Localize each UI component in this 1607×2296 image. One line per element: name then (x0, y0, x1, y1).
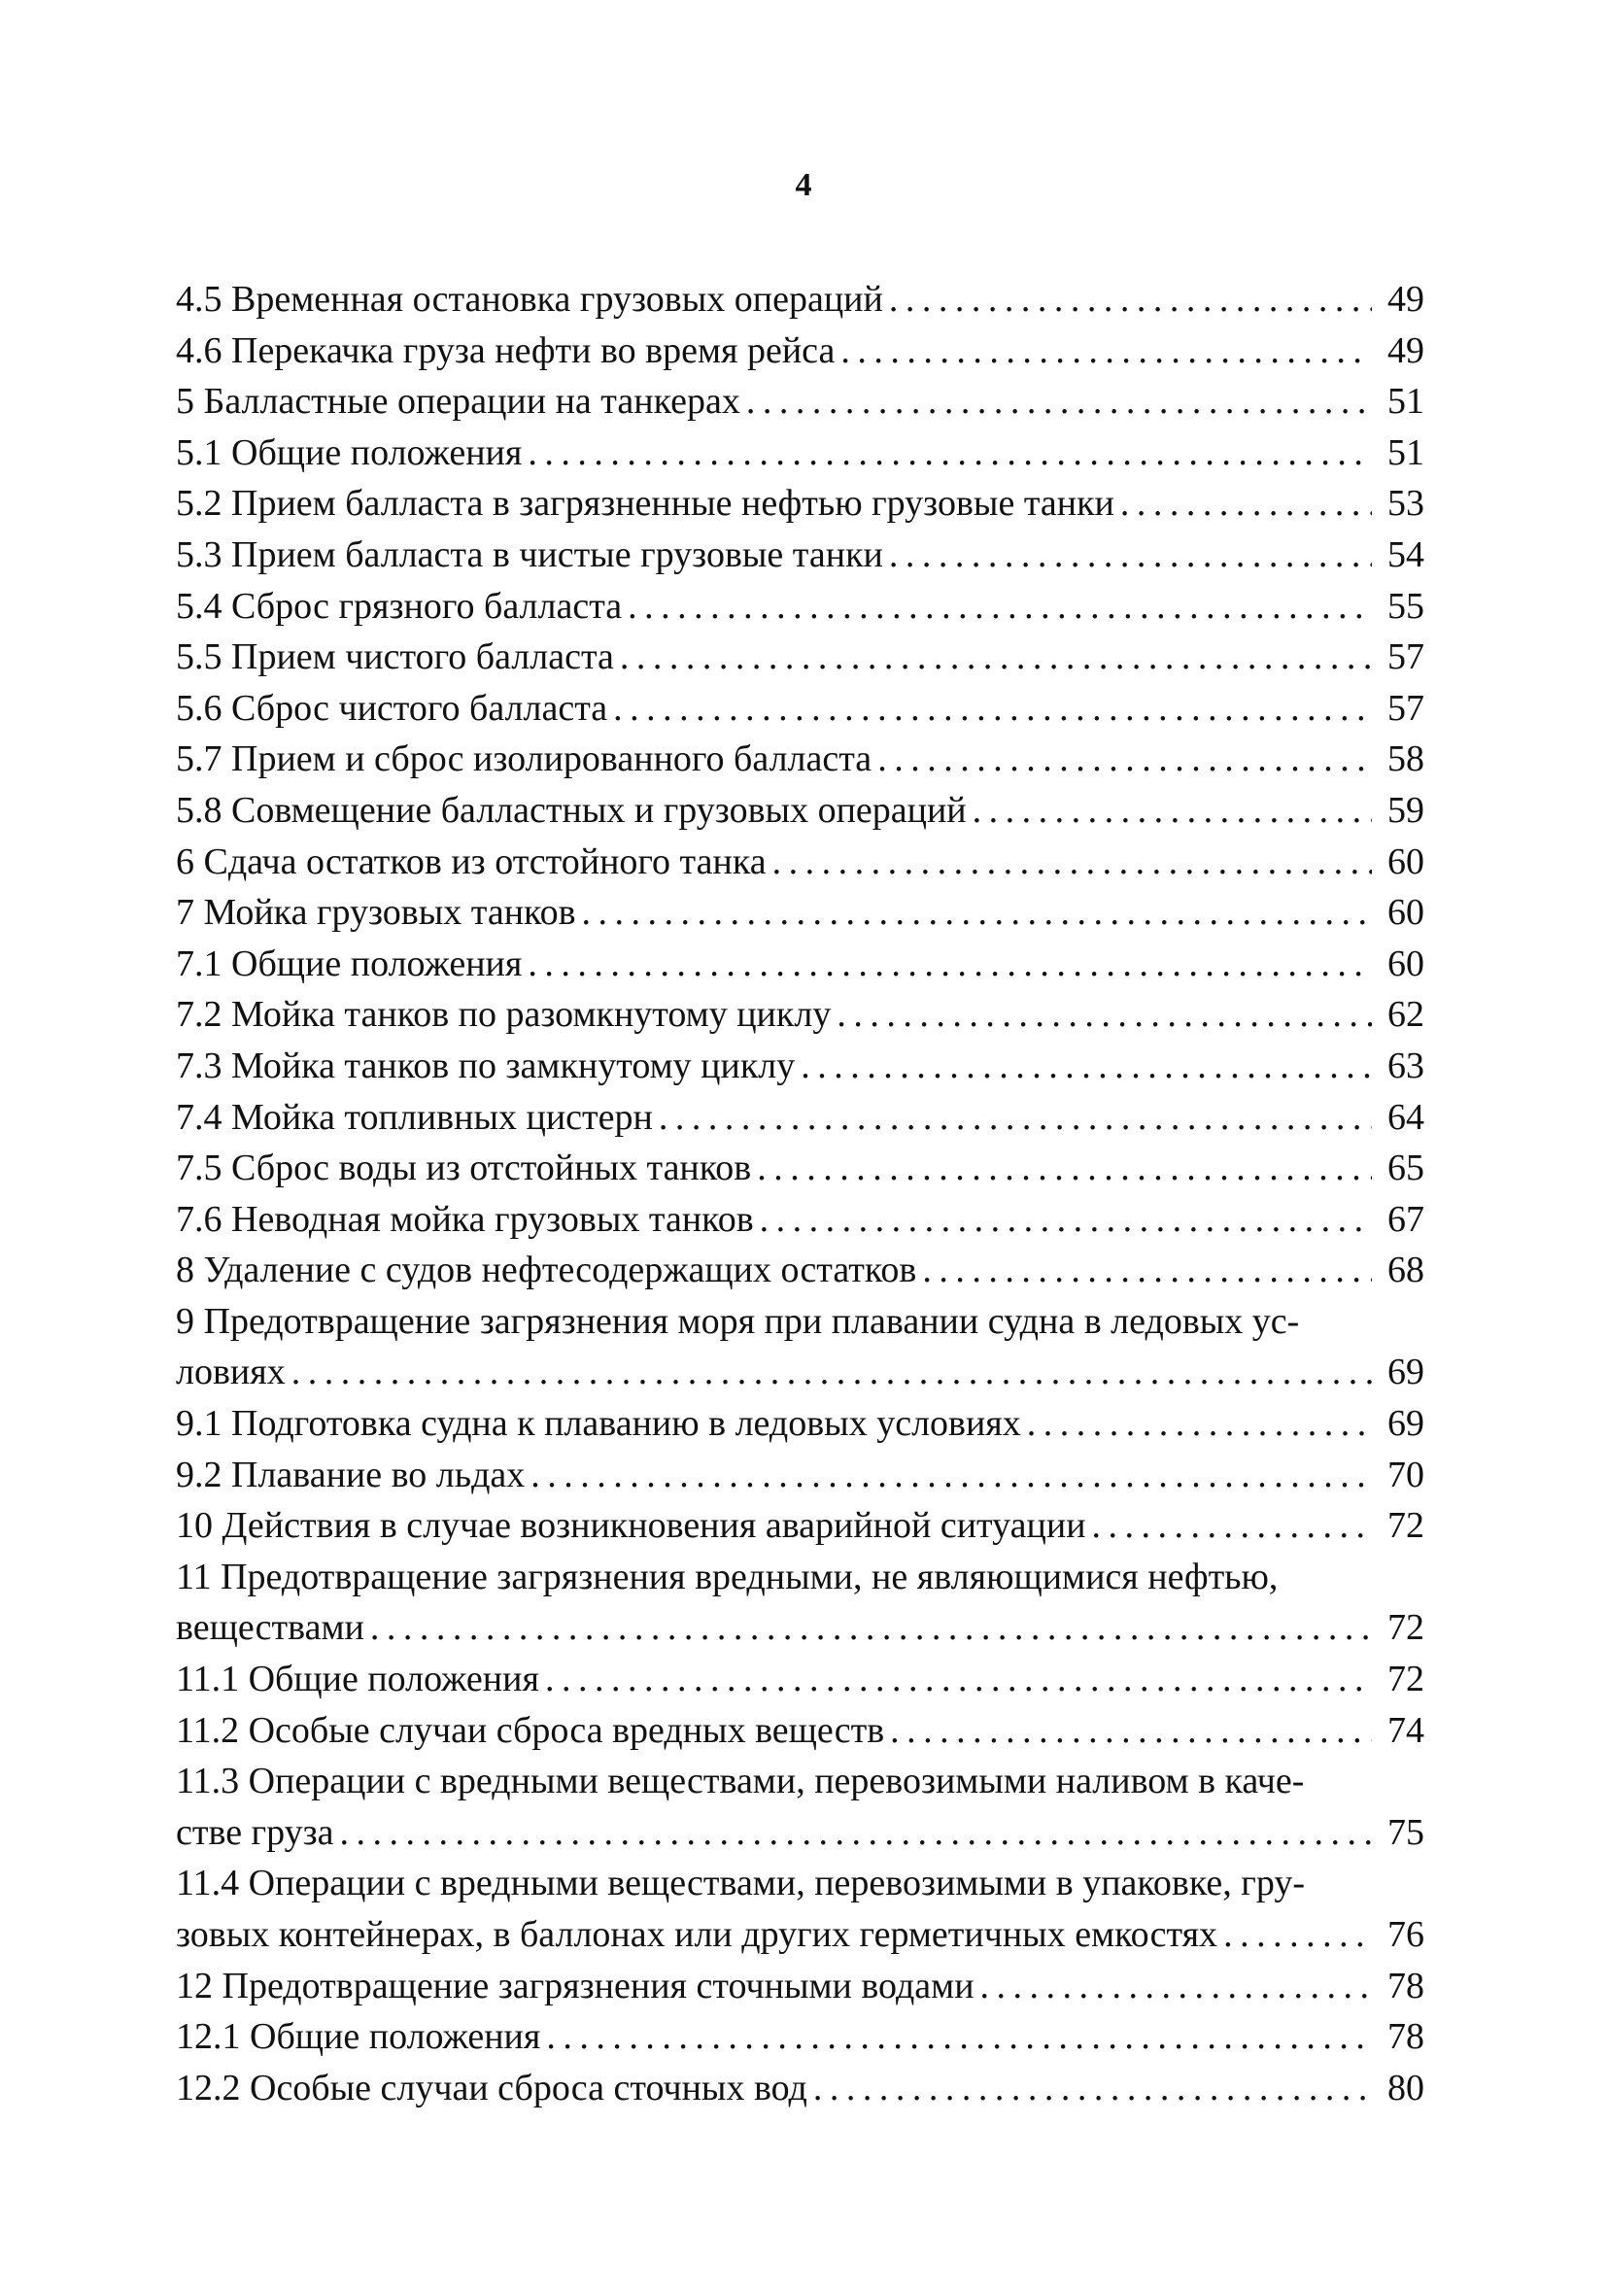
toc-entry-page: 72 (1387, 1505, 1424, 1547)
toc-entry (176, 1500, 1424, 1552)
toc-dot-leader (889, 274, 1372, 326)
toc-dot-leader (1120, 478, 1372, 530)
toc-entry (176, 1041, 1424, 1092)
toc-entry-title: 7.5 Сброс воды из отстойных танков (176, 1148, 752, 1189)
toc-entry-page: 78 (1387, 2016, 1424, 2058)
toc-entry-title: 11.2 Особые случаи сброса вредных веществ (176, 1709, 885, 1751)
toc-entry-page: 58 (1387, 738, 1424, 780)
toc-entry-page: 69 (1387, 1352, 1424, 1393)
toc-entry (176, 581, 1424, 633)
toc-entry-page: 62 (1387, 994, 1424, 1036)
toc-entry-page: 60 (1387, 942, 1424, 984)
toc-entry-title: стве груза (176, 1811, 334, 1853)
toc-dot-leader (973, 785, 1372, 837)
toc-entry-page: 59 (1387, 789, 1424, 831)
toc-entry-title-first-line: 11.4 Операции с вредными веществами, перевозимыми в упаковке, гру- (176, 1863, 1305, 1904)
toc-entry-page: 63 (1387, 1045, 1424, 1086)
toc-entry-page: 53 (1387, 483, 1424, 525)
toc-dot-leader (530, 1450, 1372, 1501)
toc-dot-leader (772, 837, 1372, 888)
toc-entry-title: 4.5 Временная остановка грузовых операций (176, 279, 883, 320)
toc-entry (176, 2063, 1424, 2114)
toc-entry (176, 1807, 1424, 1859)
toc-entry-page: 49 (1387, 279, 1424, 320)
toc-entry-title: 7.1 Общие положения (176, 942, 523, 984)
table-of-contents (176, 274, 1424, 2113)
toc-entry-page: 51 (1387, 381, 1424, 423)
toc-entry (176, 939, 1424, 990)
toc-entry (176, 376, 1424, 428)
toc-dot-leader (922, 1245, 1372, 1296)
toc-entry-page: 69 (1387, 1403, 1424, 1445)
toc-entry-title: 9.2 Плавание во льдах (176, 1454, 526, 1495)
toc-entry (176, 1347, 1424, 1398)
toc-entry-title: 5 Балластные операции на танкерах (176, 381, 740, 423)
toc-dot-leader (813, 2063, 1372, 2114)
toc-entry-title: веществами (176, 1607, 364, 1649)
toc-entry (176, 428, 1424, 479)
toc-dot-leader (840, 326, 1372, 377)
toc-entry (176, 274, 1424, 326)
toc-entry (176, 1909, 1424, 1961)
toc-dot-leader (877, 734, 1372, 785)
toc-entry-title-first-line: 9 Предотвращение загрязнения моря при плавании судна в ледовых ус- (176, 1300, 1300, 1342)
toc-entry (176, 2011, 1424, 2063)
toc-entry-title: 7.3 Мойка танков по замкнутому циклу (176, 1045, 796, 1086)
page-number: 4 (795, 167, 812, 203)
toc-entry (176, 1398, 1424, 1450)
toc-entry-title: 7.4 Мойка топливных цистерн (176, 1096, 653, 1138)
toc-entry-title: зовых контейнерах, в баллонах или других герметичных емкостях (176, 1914, 1218, 1955)
toc-entry-title: 12 Предотвращение загрязнения сточными водами (176, 1965, 974, 2006)
toc-entry-title: 4.6 Перекачка груза нефти во время рейса (176, 329, 836, 371)
toc-dot-leader (659, 1092, 1372, 1144)
toc-entry-page: 49 (1387, 329, 1424, 371)
toc-dot-leader (760, 1194, 1372, 1246)
toc-entry-page: 75 (1387, 1811, 1424, 1853)
toc-entry-title: 5.4 Сброс грязного балласта (176, 585, 623, 627)
toc-dot-leader (528, 428, 1372, 479)
toc-entry (176, 1245, 1424, 1296)
toc-dot-leader (837, 989, 1372, 1041)
toc-entry (176, 632, 1424, 683)
toc-entry-title: 5.6 Сброс чистого балласта (176, 687, 608, 729)
toc-entry-title: 5.8 Совмещение балластных и грузовых операций (176, 789, 967, 831)
toc-entry-page: 68 (1387, 1250, 1424, 1291)
toc-entry (176, 1602, 1424, 1654)
toc-entry-title: 12.2 Особые случаи сброса сточных вод (176, 2067, 807, 2108)
toc-entry-page: 57 (1387, 687, 1424, 729)
toc-entry-page: 64 (1387, 1096, 1424, 1138)
toc-entry-page: 67 (1387, 1198, 1424, 1240)
toc-entry (176, 1961, 1424, 2012)
toc-dot-leader (340, 1807, 1372, 1859)
toc-entry-page: 80 (1387, 2067, 1424, 2108)
toc-entry-title: 6 Сдача остатков из отстойного танка (176, 840, 767, 882)
toc-entry (176, 326, 1424, 377)
toc-entry (176, 887, 1424, 939)
toc-entry (176, 989, 1424, 1041)
toc-entry (176, 478, 1424, 530)
toc-dot-leader (291, 1347, 1372, 1398)
toc-entry (176, 1450, 1424, 1501)
toc-entry-page: 54 (1387, 533, 1424, 575)
toc-entry (176, 785, 1424, 837)
toc-entry-page: 72 (1387, 1607, 1424, 1649)
toc-entry (176, 1705, 1424, 1757)
toc-entry-title: 5.7 Прием и сброс изолированного балласта (176, 738, 872, 780)
toc-dot-leader (620, 632, 1372, 683)
toc-dot-leader (1092, 1500, 1372, 1552)
toc-entry (176, 683, 1424, 735)
toc-entry-title: 10 Действия в случае возникновения аварийной ситуации (176, 1505, 1086, 1547)
toc-entry-page: 74 (1387, 1709, 1424, 1751)
toc-dot-leader (890, 1705, 1372, 1757)
toc-entry (176, 1092, 1424, 1144)
toc-dot-leader (1223, 1909, 1372, 1961)
toc-dot-leader (628, 581, 1372, 633)
toc-entry-page: 57 (1387, 636, 1424, 678)
toc-dot-leader (980, 1961, 1372, 2012)
toc-dot-leader (1027, 1398, 1372, 1450)
toc-entry-page: 55 (1387, 585, 1424, 627)
toc-dot-leader (370, 1602, 1372, 1654)
toc-entry-title: 7 Мойка грузовых танков (176, 892, 576, 934)
toc-dot-leader (613, 683, 1372, 735)
toc-dot-leader (746, 376, 1372, 428)
toc-dot-leader (757, 1143, 1372, 1194)
toc-entry-title: 5.1 Общие положения (176, 431, 523, 473)
toc-entry-title: 11.1 Общие положения (176, 1659, 539, 1700)
toc-entry-page: 72 (1387, 1659, 1424, 1700)
toc-dot-leader (545, 1654, 1372, 1705)
toc-entry-title: ловиях (176, 1352, 286, 1393)
toc-entry-page: 76 (1387, 1914, 1424, 1955)
toc-entry-page: 60 (1387, 892, 1424, 934)
toc-entry-title-first-line: 11.3 Операции с вредными веществами, перевозимыми наливом в каче- (176, 1761, 1305, 1802)
toc-entry-title: 8 Удаление с судов нефтесодержащих остатков (176, 1250, 917, 1291)
toc-entry (176, 1143, 1424, 1194)
toc-entry-title: 5.2 Прием балласта в загрязненные нефтью грузовые танки (176, 483, 1114, 525)
toc-entry-title: 7.2 Мойка танков по разомкнутому циклу (176, 994, 832, 1036)
toc-entry-page: 65 (1387, 1148, 1424, 1189)
toc-dot-leader (546, 2011, 1372, 2063)
toc-entry (176, 1654, 1424, 1705)
toc-entry (176, 530, 1424, 581)
toc-dot-leader (582, 887, 1372, 939)
toc-entry-page: 60 (1387, 840, 1424, 882)
toc-entry-title: 12.1 Общие положения (176, 2016, 541, 2058)
toc-entry-page: 78 (1387, 1965, 1424, 2006)
toc-dot-leader (528, 939, 1372, 990)
toc-entry-page: 51 (1387, 431, 1424, 473)
toc-dot-leader (801, 1041, 1372, 1092)
toc-dot-leader (889, 530, 1372, 581)
toc-entry-title: 7.6 Неводная мойка грузовых танков (176, 1198, 754, 1240)
toc-entry-title: 5.3 Прием балласта в чистые грузовые танки (176, 533, 883, 575)
toc-entry-title: 5.5 Прием чистого балласта (176, 636, 614, 678)
toc-entry-page: 70 (1387, 1454, 1424, 1495)
toc-entry (176, 1194, 1424, 1246)
toc-entry-title: 9.1 Подготовка судна к плаванию в ледовых условиях (176, 1403, 1021, 1445)
toc-entry-title-first-line: 11 Предотвращение загрязнения вредными, не являющимися нефтью, (176, 1556, 1279, 1597)
toc-entry (176, 734, 1424, 785)
toc-entry (176, 837, 1424, 888)
